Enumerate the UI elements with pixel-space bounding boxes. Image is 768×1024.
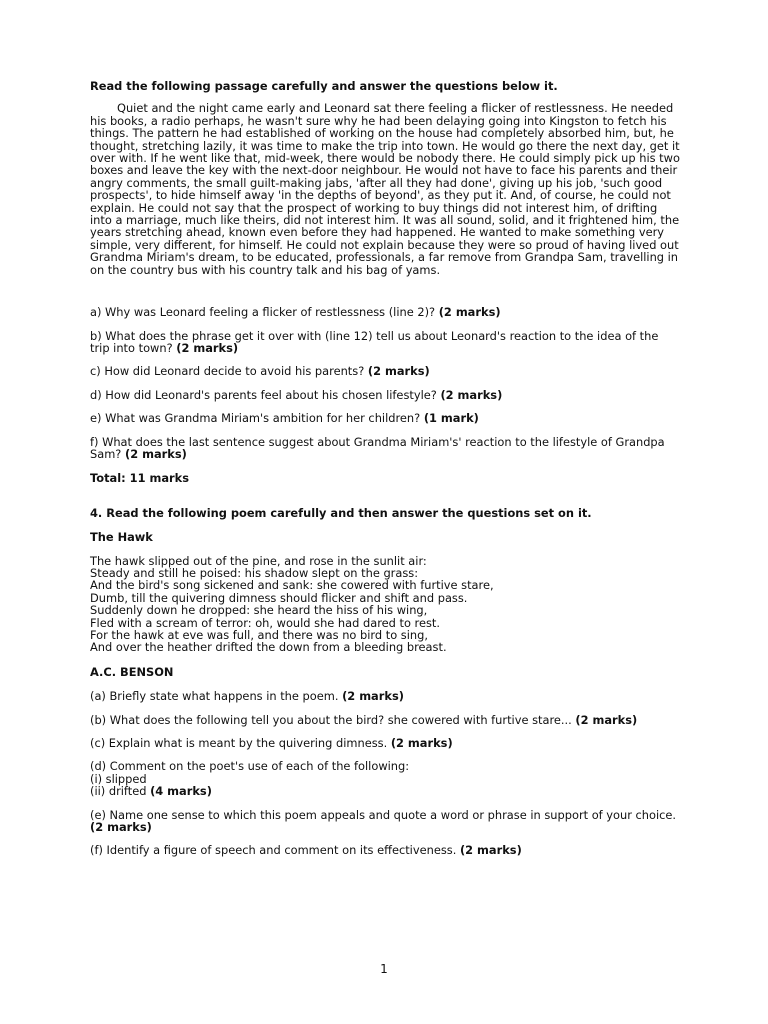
poem-question-f: (f) Identify a figure of speech and comment on its effectiveness. (2 marks) bbox=[90, 843, 522, 858]
total-marks: Total: 11 marks bbox=[90, 471, 189, 486]
poem-question-c: (c) Explain what is meant by the quivering dimness. (2 marks) bbox=[90, 736, 453, 751]
page-content bbox=[90, 80, 680, 857]
poem-line: Dumb, till the quivering dimness should flicker and shift and pass. bbox=[90, 590, 468, 605]
poem-question-a: (a) Briefly state what happens in the poem. (2 marks) bbox=[90, 689, 404, 704]
passage-questions bbox=[90, 306, 680, 460]
poem-question-b: (b) What does the following tell you about the bird? she cowered with furtive stare... (2 marks) bbox=[90, 712, 638, 727]
poem-title: The Hawk bbox=[90, 530, 153, 545]
poem-line: Fled with a scream of terror: oh, would she had dared to rest. bbox=[90, 615, 440, 630]
section-heading-passage: Read the following passage carefully and answer the questions below it. bbox=[90, 79, 558, 93]
poem-question-e: (e) Name one sense to which this poem appeals and quote a word or phrase in support of your choice. (2 marks) bbox=[90, 807, 677, 835]
question-f: f) What does the last sentence suggest about Grandma Miriam's' reaction to the lifestyle of Grandpa Sam? (2 marks) bbox=[90, 434, 665, 461]
poem-body bbox=[90, 555, 680, 654]
question-d: d) How did Leonard's parents feel about his chosen lifestyle? (2 marks) bbox=[90, 387, 503, 402]
page-number: 1 bbox=[380, 962, 388, 976]
question-c: c) How did Leonard decide to avoid his parents? (2 marks) bbox=[90, 364, 430, 379]
question-a: a) Why was Leonard feeling a flicker of restlessness (line 2)? (2 marks) bbox=[90, 305, 501, 320]
poem-line: And the bird's song sickened and sank: she cowered with furtive stare, bbox=[90, 578, 494, 593]
section-heading-poem: 4. Read the following poem carefully and then answer the questions set on it. bbox=[90, 505, 592, 520]
poem-questions bbox=[90, 690, 680, 857]
poem-author: A.C. BENSON bbox=[90, 664, 174, 679]
passage-text: Quiet and the night came early and Leonard sat there feeling a flicker of restlessness. He needed his books, a radio perhaps, he wasn't sure why he had been delaying going into Kingston to fetch his things. The pattern he had established of working on the house had completely absorbed him, but, he thought, stretching lazily, it was time to make the trip into town. He would go there the next day, get it over with. If he went like that, mid-week, there would be nobody there. He could simply pick up his two boxes and leave the key with the next-door neighbour. He would not have to face his parents and their angry comments, the small guilt-making jabs, 'after all they had done', giving up his job, 'such good prospects', to hide himself away 'in the depths of beyond', as they put it. And, of course, he could not explain. He could not say that the prospect of working to buy things did not interest him, of drifting into a marriage, much like theirs, did not interest him. It was all sound, solid, and it frightened him, the years stretching ahead, known even before they had happened. He wanted to make something very simple, very different, for himself. He could not explain because they were so proud of having lived out Grandma Miriam's dream, to be educated, professionals, a far remove from Grandpa Sam, travelling in on the country bus with his country talk and his bag of yams. bbox=[90, 101, 680, 277]
poem-line: For the hawk at eve was full, and there was no bird to sing, bbox=[90, 628, 428, 642]
question-b: b) What does the phrase get it over with (line 12) tell us about Leonard's reaction to the idea of the trip into town? (2 marks) bbox=[90, 328, 659, 355]
poem-line: Suddenly down he dropped: she heard the hiss of his wing, bbox=[90, 603, 428, 618]
question-e: e) What was Grandma Miriam's ambition for her children? (1 mark) bbox=[90, 411, 479, 426]
poem-line: Steady and still he poised: his shadow slept on the grass: bbox=[90, 565, 419, 580]
poem-line: And over the heather drifted the down from a bleeding breast. bbox=[90, 640, 447, 655]
poem-line: The hawk slipped out of the pine, and rose in the sunlit air: bbox=[90, 553, 427, 568]
poem-question-d: (d) Comment on the poet's use of each of the following: (i) slipped (ii) drifted (4 marks) bbox=[90, 759, 410, 799]
